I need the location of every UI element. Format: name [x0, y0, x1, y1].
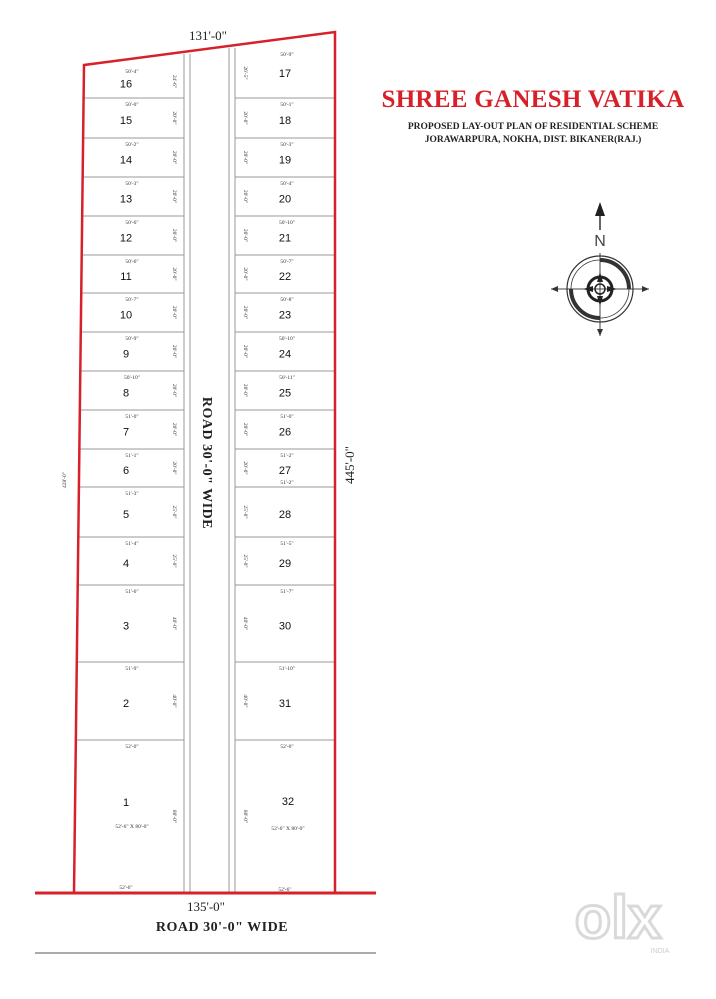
center-road-label: ROAD 30'-0" WIDE: [199, 396, 214, 530]
plot-depth: 20'-0": [171, 305, 177, 320]
plot-depth: 20'-0": [242, 267, 248, 281]
plot-number: 32: [281, 796, 295, 808]
subtitle-line-1: PROPOSED LAY-OUT PLAN OF RESIDENTIAL SCHEME: [407, 122, 659, 132]
left-dimension: 428'-0": [62, 471, 68, 489]
plot-number: 4: [122, 558, 130, 570]
plot-14: [83, 138, 184, 167]
olx-watermark-logo: [548, 888, 688, 958]
plot-number: 20: [278, 193, 292, 206]
plot-front-width: 51'-1": [125, 453, 139, 459]
plot-depth: 40'-0": [242, 616, 248, 631]
plot-front-width: 50'-10": [278, 220, 296, 226]
plot-28: [235, 487, 335, 521]
plot-front-width: 50'-9": [125, 336, 139, 342]
plot-depth: 20'-0": [242, 228, 248, 243]
plot-front-width: 50'-4": [280, 181, 294, 187]
plot-front-width: 50'-6": [125, 220, 139, 226]
plot-9: [81, 332, 184, 361]
plot-depth: 20'-0": [171, 344, 177, 359]
plot-number: 8: [122, 387, 130, 400]
north-label: N: [594, 233, 606, 250]
plot-depth: 40'-0": [171, 616, 177, 631]
plot-size: 52'-6" X 80'-0": [271, 826, 305, 832]
plot-16: [120, 69, 177, 91]
plot-29: [235, 537, 335, 570]
plot-depth: 80'-0": [171, 809, 177, 824]
plot-20: [235, 177, 335, 206]
north-compass-icon: [551, 202, 649, 336]
plot-number: 28: [278, 509, 292, 521]
plot-front-width: 50'-2": [125, 142, 139, 148]
plot-15: [84, 98, 184, 127]
plot-number: 9: [122, 348, 130, 361]
plot-number: 22: [278, 271, 292, 283]
plot-front-width: 50'-3": [280, 142, 294, 148]
plot-depth: 20'-0": [242, 111, 248, 125]
plot-front-width: 51'-0": [125, 414, 139, 420]
plot-3: [78, 585, 184, 633]
plot-number: 30: [278, 620, 292, 633]
plot-number: 25: [278, 387, 292, 400]
plot-front-width: 50'-7": [280, 259, 294, 265]
plot-19: [235, 138, 335, 167]
plot-depth: 20'-0": [242, 150, 248, 165]
plot-24: [235, 332, 335, 361]
plot-front-width: 50'-4": [125, 69, 139, 75]
plot-front-width: 50'-0": [125, 102, 139, 108]
plot-8: [80, 371, 184, 400]
plot-depth: 26'-5": [242, 66, 248, 80]
plot-front-width: 51'-5": [280, 541, 294, 547]
plot-depth: 25'-0": [171, 505, 177, 519]
plot-front-width: 50'-10": [278, 336, 296, 342]
plot-27: [235, 449, 335, 486]
plot-number: 23: [278, 309, 292, 322]
plot-number: 29: [278, 558, 292, 570]
plot-front-width: 51'-4": [125, 541, 139, 547]
plot-depth: 20'-0": [171, 267, 177, 281]
plot-32: [235, 740, 335, 893]
plot-22: [235, 255, 335, 283]
plot-depth: 20'-0": [171, 383, 177, 398]
plot-6: [79, 449, 184, 477]
plot-depth: 25'-0": [242, 554, 248, 568]
scheme-title: SHREE GANESH VATIKA: [381, 86, 685, 113]
plot-1: [76, 740, 184, 891]
plot-number: 24: [278, 348, 292, 361]
plot-front-width: 50'-3": [125, 181, 139, 187]
plot-depth: 20'-0": [171, 422, 177, 437]
plot-number: 6: [122, 465, 130, 477]
watermark-sub: INDIA: [650, 948, 670, 955]
plot-number: 17: [278, 68, 292, 80]
bottom-dimension: 135'-0": [187, 899, 225, 914]
plot-front-width: 51'-0": [280, 414, 294, 420]
plot-30: [235, 585, 335, 633]
plot-front-width: 51'-7": [280, 589, 294, 595]
plot-number: 15: [119, 115, 133, 127]
plot-depth: 40'-0": [171, 694, 177, 708]
plot-12: [82, 216, 184, 245]
plot-number: 11: [120, 271, 132, 283]
plot-depth: 20'-0": [242, 461, 248, 475]
plot-depth: 20'-0": [242, 383, 248, 398]
plot-back-width: 52'-6": [119, 885, 133, 891]
plot-31: [235, 662, 335, 710]
plot-7: [80, 410, 184, 439]
plot-number: 10: [119, 309, 133, 322]
plot-21: [235, 216, 335, 245]
watermark-text: olx: [574, 888, 662, 951]
plot-13: [83, 177, 184, 206]
plot-number: 12: [119, 232, 133, 245]
plot-number: 1: [122, 797, 130, 809]
subtitle-line-2: JORAWARPURA, NOKHA, DIST. BIKANER(RAJ.): [424, 135, 642, 145]
plot-front-width: 51'-3": [125, 491, 139, 497]
plot-front-width: 51'-10": [278, 666, 296, 672]
plot-depth: 24'-6": [171, 74, 177, 89]
plot-depth: 20'-0": [171, 461, 177, 475]
plot-10: [81, 293, 184, 322]
plot-18: [235, 98, 335, 127]
plot-front-width: 50'-1": [280, 102, 294, 108]
plot-4: [78, 537, 184, 570]
plot-front-width: 51'-6": [125, 589, 139, 595]
plot-depth: 25'-0": [171, 554, 177, 568]
right-dimension: 445'-0": [342, 446, 357, 484]
plot-depth: 80'-0": [242, 809, 248, 824]
plot-depth: 20'-0": [171, 111, 177, 125]
plot-number: 5: [122, 509, 130, 521]
plot-depth: 20'-0": [171, 150, 177, 165]
plot-front-width: 50'-11": [279, 375, 295, 381]
plot-depth: 20'-0": [242, 189, 248, 204]
plot-23: [235, 293, 335, 322]
plot-17: [242, 52, 294, 80]
plot-2: [77, 662, 184, 710]
plot-number: 31: [278, 698, 292, 710]
plot-number: 2: [122, 698, 130, 710]
plot-front-width: 51'-2": [280, 453, 294, 459]
plot-number: 14: [119, 154, 133, 167]
plot-number: 19: [278, 154, 292, 167]
plot-depth: 20'-0": [171, 228, 177, 243]
plot-front-width: 50'-9": [280, 52, 294, 58]
plot-front-width: 50'-10": [123, 375, 141, 381]
plot-front-width: 52'-0": [125, 744, 139, 750]
plot-number: 18: [278, 115, 292, 127]
top-dimension: 131'-0": [189, 28, 227, 43]
plot-front-width: 52'-0": [280, 744, 294, 750]
plot-depth: 20'-0": [242, 344, 248, 359]
plot-number: 16: [119, 78, 133, 91]
plot-depth: 40'-0": [242, 694, 248, 708]
plot-number: 7: [122, 426, 130, 439]
plot-5: [79, 487, 184, 521]
plot-depth: 25'-0": [242, 505, 248, 519]
plot-depth: 20'-0": [242, 422, 248, 437]
plot-number: 3: [122, 620, 130, 633]
plot-11: [82, 255, 184, 283]
plot-depth: 20'-0": [171, 189, 177, 204]
plot-size: 52'-6" X 80'-0": [115, 824, 149, 830]
plot-front-width: 51'-9": [125, 666, 139, 672]
plot-front-width: 50'-7": [125, 297, 139, 303]
plot-number: 26: [278, 426, 292, 439]
plot-back-width: 51'-2": [280, 480, 294, 486]
plot-back-width: 52'-6": [278, 887, 292, 893]
plot-26: [235, 410, 335, 439]
plot-number: 27: [278, 465, 292, 477]
plot-number: 21: [278, 232, 292, 245]
plot-front-width: 50'-6": [125, 259, 139, 265]
plot-number: 13: [119, 193, 133, 206]
plot-25: [235, 371, 335, 400]
plot-front-width: 50'-8": [280, 297, 294, 303]
bottom-road-label: ROAD 30'-0" WIDE: [155, 920, 289, 935]
plot-depth: 20'-0": [242, 305, 248, 320]
